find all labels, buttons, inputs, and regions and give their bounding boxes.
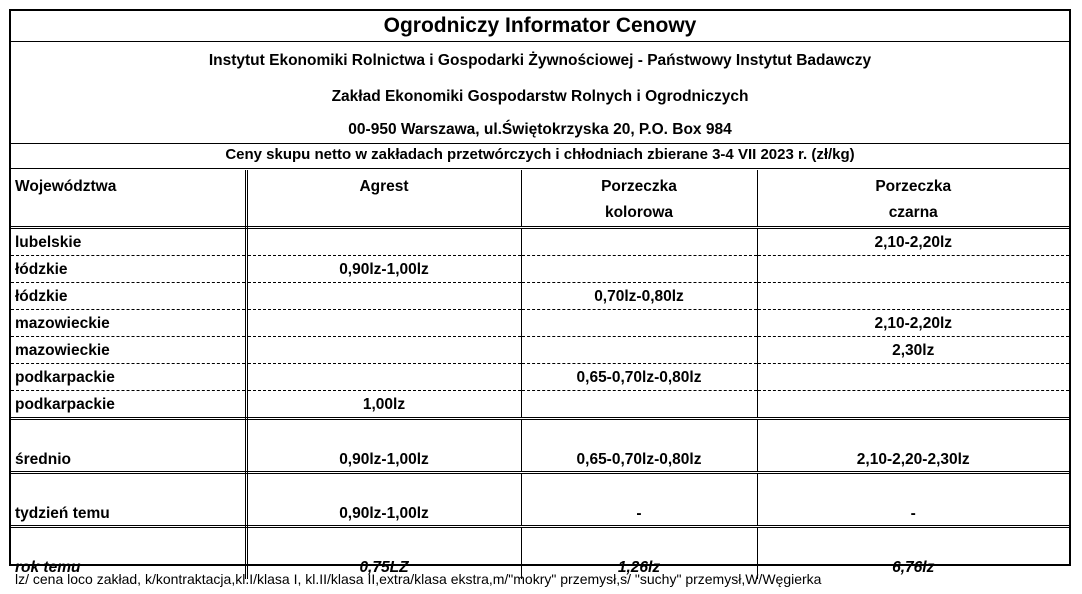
summary-label: rok temu [11,527,246,580]
kolorowa-cell [521,256,757,283]
region-cell: podkarpackie [11,391,246,419]
kolorowa-cell: - [521,473,757,527]
czarna-cell [757,391,1069,419]
kolorowa-cell [521,391,757,419]
region-cell: mazowieckie [11,337,246,364]
region-cell: podkarpackie [11,364,246,391]
table-row [11,337,1069,364]
czarna-cell [757,283,1069,310]
column-header-porzeczka-czarna [757,170,1069,228]
institute-address: 00-950 Warszawa, ul.Świętokrzyska 20, P.O. Box 984 [348,121,732,138]
kolorowa-cell: 1,26lz [521,527,757,580]
agrest-cell: 0,90lz-1,00lz [246,419,521,473]
agrest-cell [246,228,521,256]
table-row [11,228,1069,256]
kolorowa-cell: 0,70lz-0,80lz [521,283,757,310]
kolorowa-cell [521,310,757,337]
czarna-cell: 2,10-2,20lz [757,228,1069,256]
department-name: Zakład Ekonomiki Gospodarstw Rolnych i Ogrodniczych [331,88,749,105]
agrest-cell [246,310,521,337]
column-header-agrest: Agrest [246,170,521,228]
table-row [11,256,1069,283]
agrest-cell: 1,00lz [246,391,521,419]
price-caption: Ceny skupu netto w zakładach przetwórczych i chłodniach zbierane 3-4 VII 2023 r. (zł/kg) [225,146,855,163]
column-header-porzeczka-kolorowa [521,170,757,228]
price-sheet [9,9,1071,576]
summary-row-average [11,419,1069,473]
page-title: Ogrodniczy Informator Cenowy [11,11,1069,42]
table-row [11,391,1069,419]
agrest-cell [246,337,521,364]
summary-row-week-ago [11,473,1069,527]
column-header-region: Województwa [11,170,246,228]
czarna-cell [757,364,1069,391]
kolorowa-cell [521,228,757,256]
czarna-cell [757,256,1069,283]
czarna-cell: 2,30lz [757,337,1069,364]
price-table [11,170,1069,579]
summary-label: tydzień temu [11,473,246,527]
table-row [11,310,1069,337]
column-header-porzeczka-czarna-text: Porzeczka czarna [875,178,952,221]
kolorowa-cell: 0,65-0,70lz-0,80lz [521,419,757,473]
kolorowa-cell: 0,65-0,70lz-0,80lz [521,364,757,391]
summary-label: średnio [11,419,246,473]
table-header-row [11,170,1069,228]
kolorowa-cell [521,337,757,364]
czarna-cell: 6,76lz [892,559,935,576]
table-row [11,283,1069,310]
czarna-cell: 2,10-2,20-2,30lz [757,419,1069,473]
agrest-cell: 0,90lz-1,00lz [246,473,521,527]
agrest-cell [246,364,521,391]
region-cell: lubelskie [11,228,246,256]
agrest-cell: 0,90lz-1,00lz [246,256,521,283]
table-row [11,364,1069,391]
agrest-cell: 0,75LZ [246,527,521,580]
czarna-cell: - [757,473,1069,527]
region-cell: łódzkie [11,283,246,310]
institute-name: Instytut Ekonomiki Rolnictwa i Gospodarki Żywnościowej - Państwowy Instytut Badawczy [208,52,872,69]
column-header-porzeczka-kolorowa-text: Porzeczka kolorowa [601,178,677,221]
czarna-cell: 2,10-2,20lz [757,310,1069,337]
footnote: lz/ cena loco zakład, k/kontraktacja,kl.I/klasa I, kl.II/klasa II,extra/klasa ekstra,m/"mokry" przemysł,s/ "suchy" przemysł,W/Węgierka [15,571,822,587]
region-cell: mazowieckie [11,310,246,337]
region-cell: łódzkie [11,256,246,283]
caption-divider [11,168,1069,169]
agrest-cell [246,283,521,310]
